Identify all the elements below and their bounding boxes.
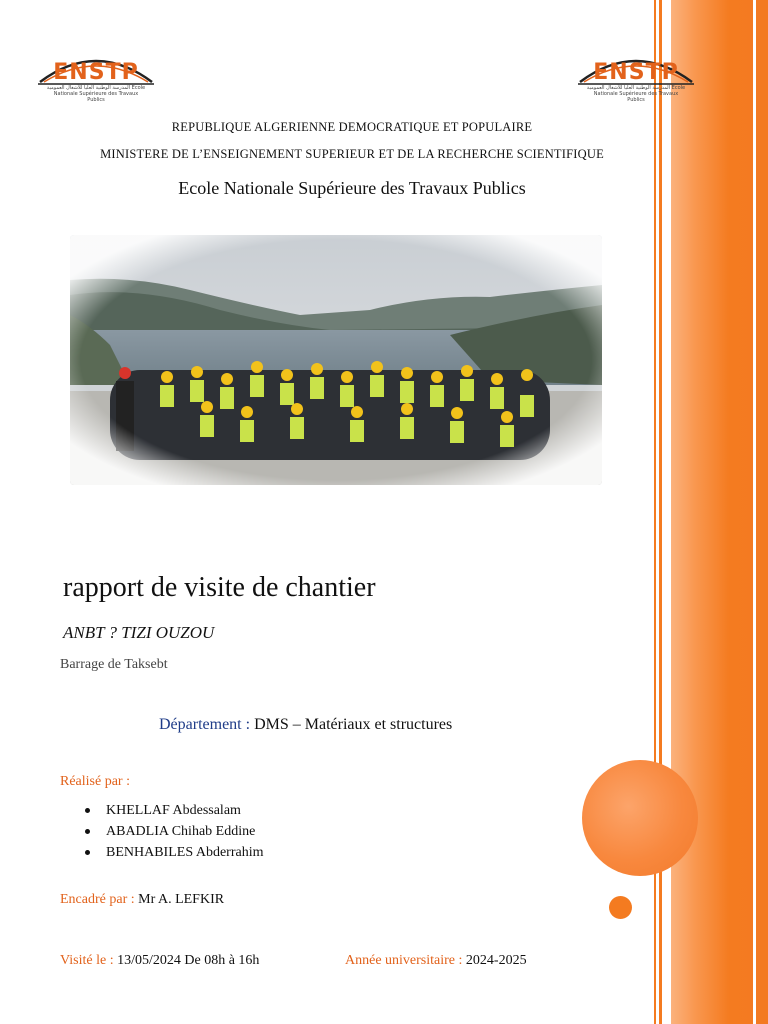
report-title: rapport de visite de chantier xyxy=(63,572,376,603)
header-ministry: MINISTERE DE L’ENSEIGNEMENT SUPERIEUR ET DE LA RECHERCHE SCIENTIFIQUE xyxy=(100,147,604,161)
group-photo xyxy=(70,235,602,485)
academic-year-label: Année universitaire : xyxy=(345,953,463,968)
dam-landscape-image xyxy=(70,235,602,485)
author-item: BENHABILES Abderrahim xyxy=(85,842,263,863)
logo-text: ENSTP xyxy=(53,60,139,85)
academic-year-line xyxy=(345,953,527,969)
visit-place: Barrage de Taksebt xyxy=(60,657,168,672)
author-item: KHELLAF Abdessalam xyxy=(85,800,263,821)
supervisor-line xyxy=(60,892,224,908)
author-item: ABADLIA Chihab Eddine xyxy=(85,821,263,842)
header-school: Ecole Nationale Supérieure des Travaux Publics xyxy=(178,178,526,198)
report-subtitle: ANBT ? TIZI OUZOU xyxy=(63,623,215,642)
decorative-circle-small xyxy=(609,896,632,919)
logo-subtitle: المدرسة الوطنية العليا للأشغال العمومية Ecole Nationale Supérieure des Travaux Publics xyxy=(46,85,146,103)
authors-list xyxy=(85,800,263,863)
enstp-logo-left xyxy=(34,48,158,104)
academic-year-value: 2024-2025 xyxy=(462,953,527,968)
enstp-logo-right xyxy=(574,48,698,104)
visit-date-value: 13/05/2024 De 08h à 16h xyxy=(113,953,260,968)
department-label: Département : xyxy=(159,716,251,733)
logo-subtitle: المدرسة الوطنية العليا للأشغال العمومية Ecole Nationale Supérieure des Travaux Publics xyxy=(586,85,686,103)
logo-text: ENSTP xyxy=(593,60,679,85)
department-line xyxy=(159,716,452,734)
department-value: DMS – Matériaux et structures xyxy=(250,716,453,733)
visit-date-label: Visité le : xyxy=(60,953,114,968)
visit-date-line xyxy=(60,953,259,969)
stripe-gap xyxy=(753,0,756,1024)
decorative-stripe xyxy=(653,0,768,1024)
header-republic: REPUBLIQUE ALGERIENNE DEMOCRATIQUE ET POPULAIRE xyxy=(171,120,533,134)
decorative-circle-large xyxy=(582,760,698,876)
supervisor-value: Mr A. LEFKIR xyxy=(134,892,225,907)
supervisor-label: Encadré par : xyxy=(60,892,135,907)
authors-label: Réalisé par : xyxy=(60,774,130,789)
